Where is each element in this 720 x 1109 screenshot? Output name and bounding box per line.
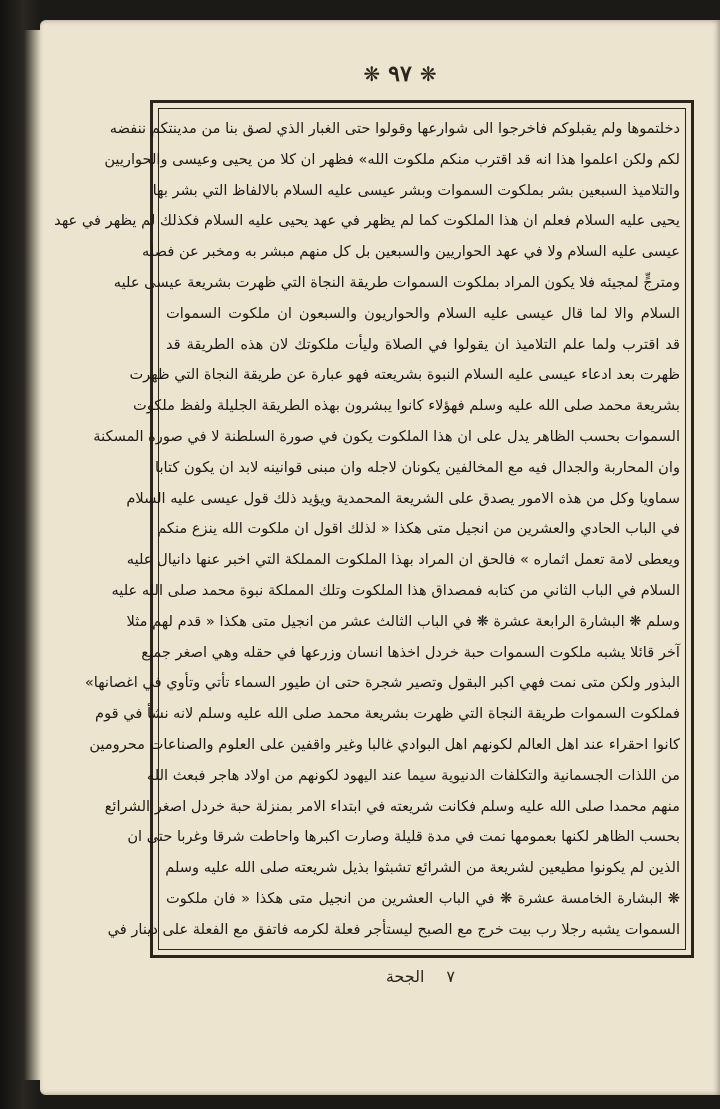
text-line: عيسى عليه السلام ولا في عهد الحواريين والسبعين بل كل منهم مبشر به ومخبر عن فضله: [142, 243, 680, 261]
text-line: ❋ البشارة الخامسة عشرة ❋ في الباب العشرين من انجيل متى هكذا « فان ملكوت: [166, 889, 680, 907]
page-footer: [335, 962, 455, 990]
text-line: البذور ولكن متى نمت فهي اكبر البقول وتصير شجرة حتى ان طيور السماء تأتي وتأوي في اغصانها»: [84, 674, 680, 692]
text-line: والتلاميذ السبعين بشر بملكوت السموات وبشر عيسى عليه السلام بالالفاظ التي بشر بها: [152, 181, 680, 199]
text-line: ومترجٍّ لمجيئه فلا يكون المراد بملكوت السموات طريقة النجاة التي ظهرت بشريعة عيسى عليه: [113, 273, 680, 291]
text-line: السلام والا لما قال عيسى عليه السلام والحواريون والسبعون ان ملكوت السموات: [166, 304, 680, 322]
ornament-icon: ❋: [419, 62, 437, 86]
binding-shadow: [0, 0, 40, 1109]
text-line: ظهرت بعد ادعاء عيسى عليه السلام النبوة بشريعته فهو عبارة عن طريقة النجاة التي ظهرت: [129, 366, 680, 384]
text-line: فملكوت السموات طريقة النجاة التي ظهرت بشريعة محمد صلى الله عليه وسلم لانه نشأ في قوم: [95, 705, 680, 723]
text-line: وان المحاربة والجدال فيه مع المخالفين يكونان لاجله وان مبنى قوانينه لابد ان يكون كتابا: [155, 458, 680, 476]
text-line: ويعطى لامة تعمل اثماره » فالحق ان المراد بهذا الملكوت المملكة التي اخبر عنها دانيال عليه: [126, 551, 680, 569]
text-line: الذين لم يكونوا مطيعين لشريعة من الشرائع تشبثوا بذيل شريعته صلى الله عليه وسلم: [165, 859, 680, 877]
text-line: منهم محمدا صلى الله عليه وسلم فكانت شريعته في ابتداء الامر بمنزلة حبة خردل اصغر الشرائع: [104, 797, 680, 815]
text-line: في الباب الحادي والعشرين من انجيل متى هكذا « لذلك اقول ان ملكوت الله ينزع منكم: [157, 520, 680, 538]
body-text: [54, 114, 680, 946]
text-line: كانوا احقراء عند اهل العالم لكونهم اهل البوادي غالبا وغير واقفين على العلوم والصناعات محرومين: [89, 735, 680, 753]
page-header: [330, 58, 470, 90]
text-line: لكم ولكن اعلموا هذا انه قد اقترب منكم ملكوت الله» فظهر ان كلا من يحيى وعيسى والحواريين: [104, 150, 680, 168]
text-line: من اللذات الجسمانية والتكلفات الدنيوية سيما عند اليهود لكونهم من اولاد هاجر فبعث الله: [146, 766, 680, 784]
text-line: السلام في الباب الثاني من كتابه فمصداق هذا الملكوت وتلك المملكة نبوة محمد صلى الله عليه: [111, 581, 680, 599]
text-line: بحسب الظاهر لكنها بعمومها نمت في مدة قليلة وصارت اكبرها واحاطت شرقا وغربا حتى ان: [127, 828, 680, 846]
text-line: يحيى عليه السلام فعلم ان هذا الملكوت كما لم يظهر في عهد يحيى عليه السلام فكذلك لم يظهر في عهد: [54, 212, 680, 230]
signature-number: ٧: [446, 966, 455, 986]
text-line: بشريعة محمد صلى الله عليه وسلم فهؤلاء كانوا يبشرون بهذه الطريقة الجليلة ولفظ ملكوت: [132, 397, 680, 415]
text-line: السموات يشبه رجلا رب بيت خرج مع الصبح ليستأجر فعلة لكرمه فاتفق مع الفعلة على دينار في: [107, 920, 680, 938]
text-line: آخر قائلا يشبه ملكوت السموات حبة خردل اخذها انسان وزرعها في حقله وهي اصغر جميع: [141, 643, 680, 661]
text-line: سماويا وكل من هذه الامور يصدق على الشريعة المحمدية ويؤيد ذلك قول عيسى عليه السلام: [126, 489, 680, 507]
ornament-icon: ❋: [363, 62, 381, 86]
page-number: ٩٧: [388, 61, 412, 87]
signature-word: الجحة: [385, 966, 425, 986]
text-line: قد اقترب ولما علم التلاميذ ان يقولوا في الصلاة وليأت ملكوتك لان هذه الطريقة قد: [166, 335, 680, 353]
text-line: وسلم ❋ البشارة الرابعة عشرة ❋ في الباب الثالث عشر من انجيل متى هكذا « قدم لهم مثلا: [126, 612, 680, 630]
text-line: السموات بحسب الظاهر يدل على ان هذا الملكوت يكون في صورة السلطنة لا في صورة المسكنة: [93, 427, 680, 445]
text-line: دخلتموها ولم يقبلوكم فاخرجوا الى شوارعها وقولوا حتى الغبار الذي لصق بنا من مدينتكم ننفضه: [109, 120, 680, 137]
